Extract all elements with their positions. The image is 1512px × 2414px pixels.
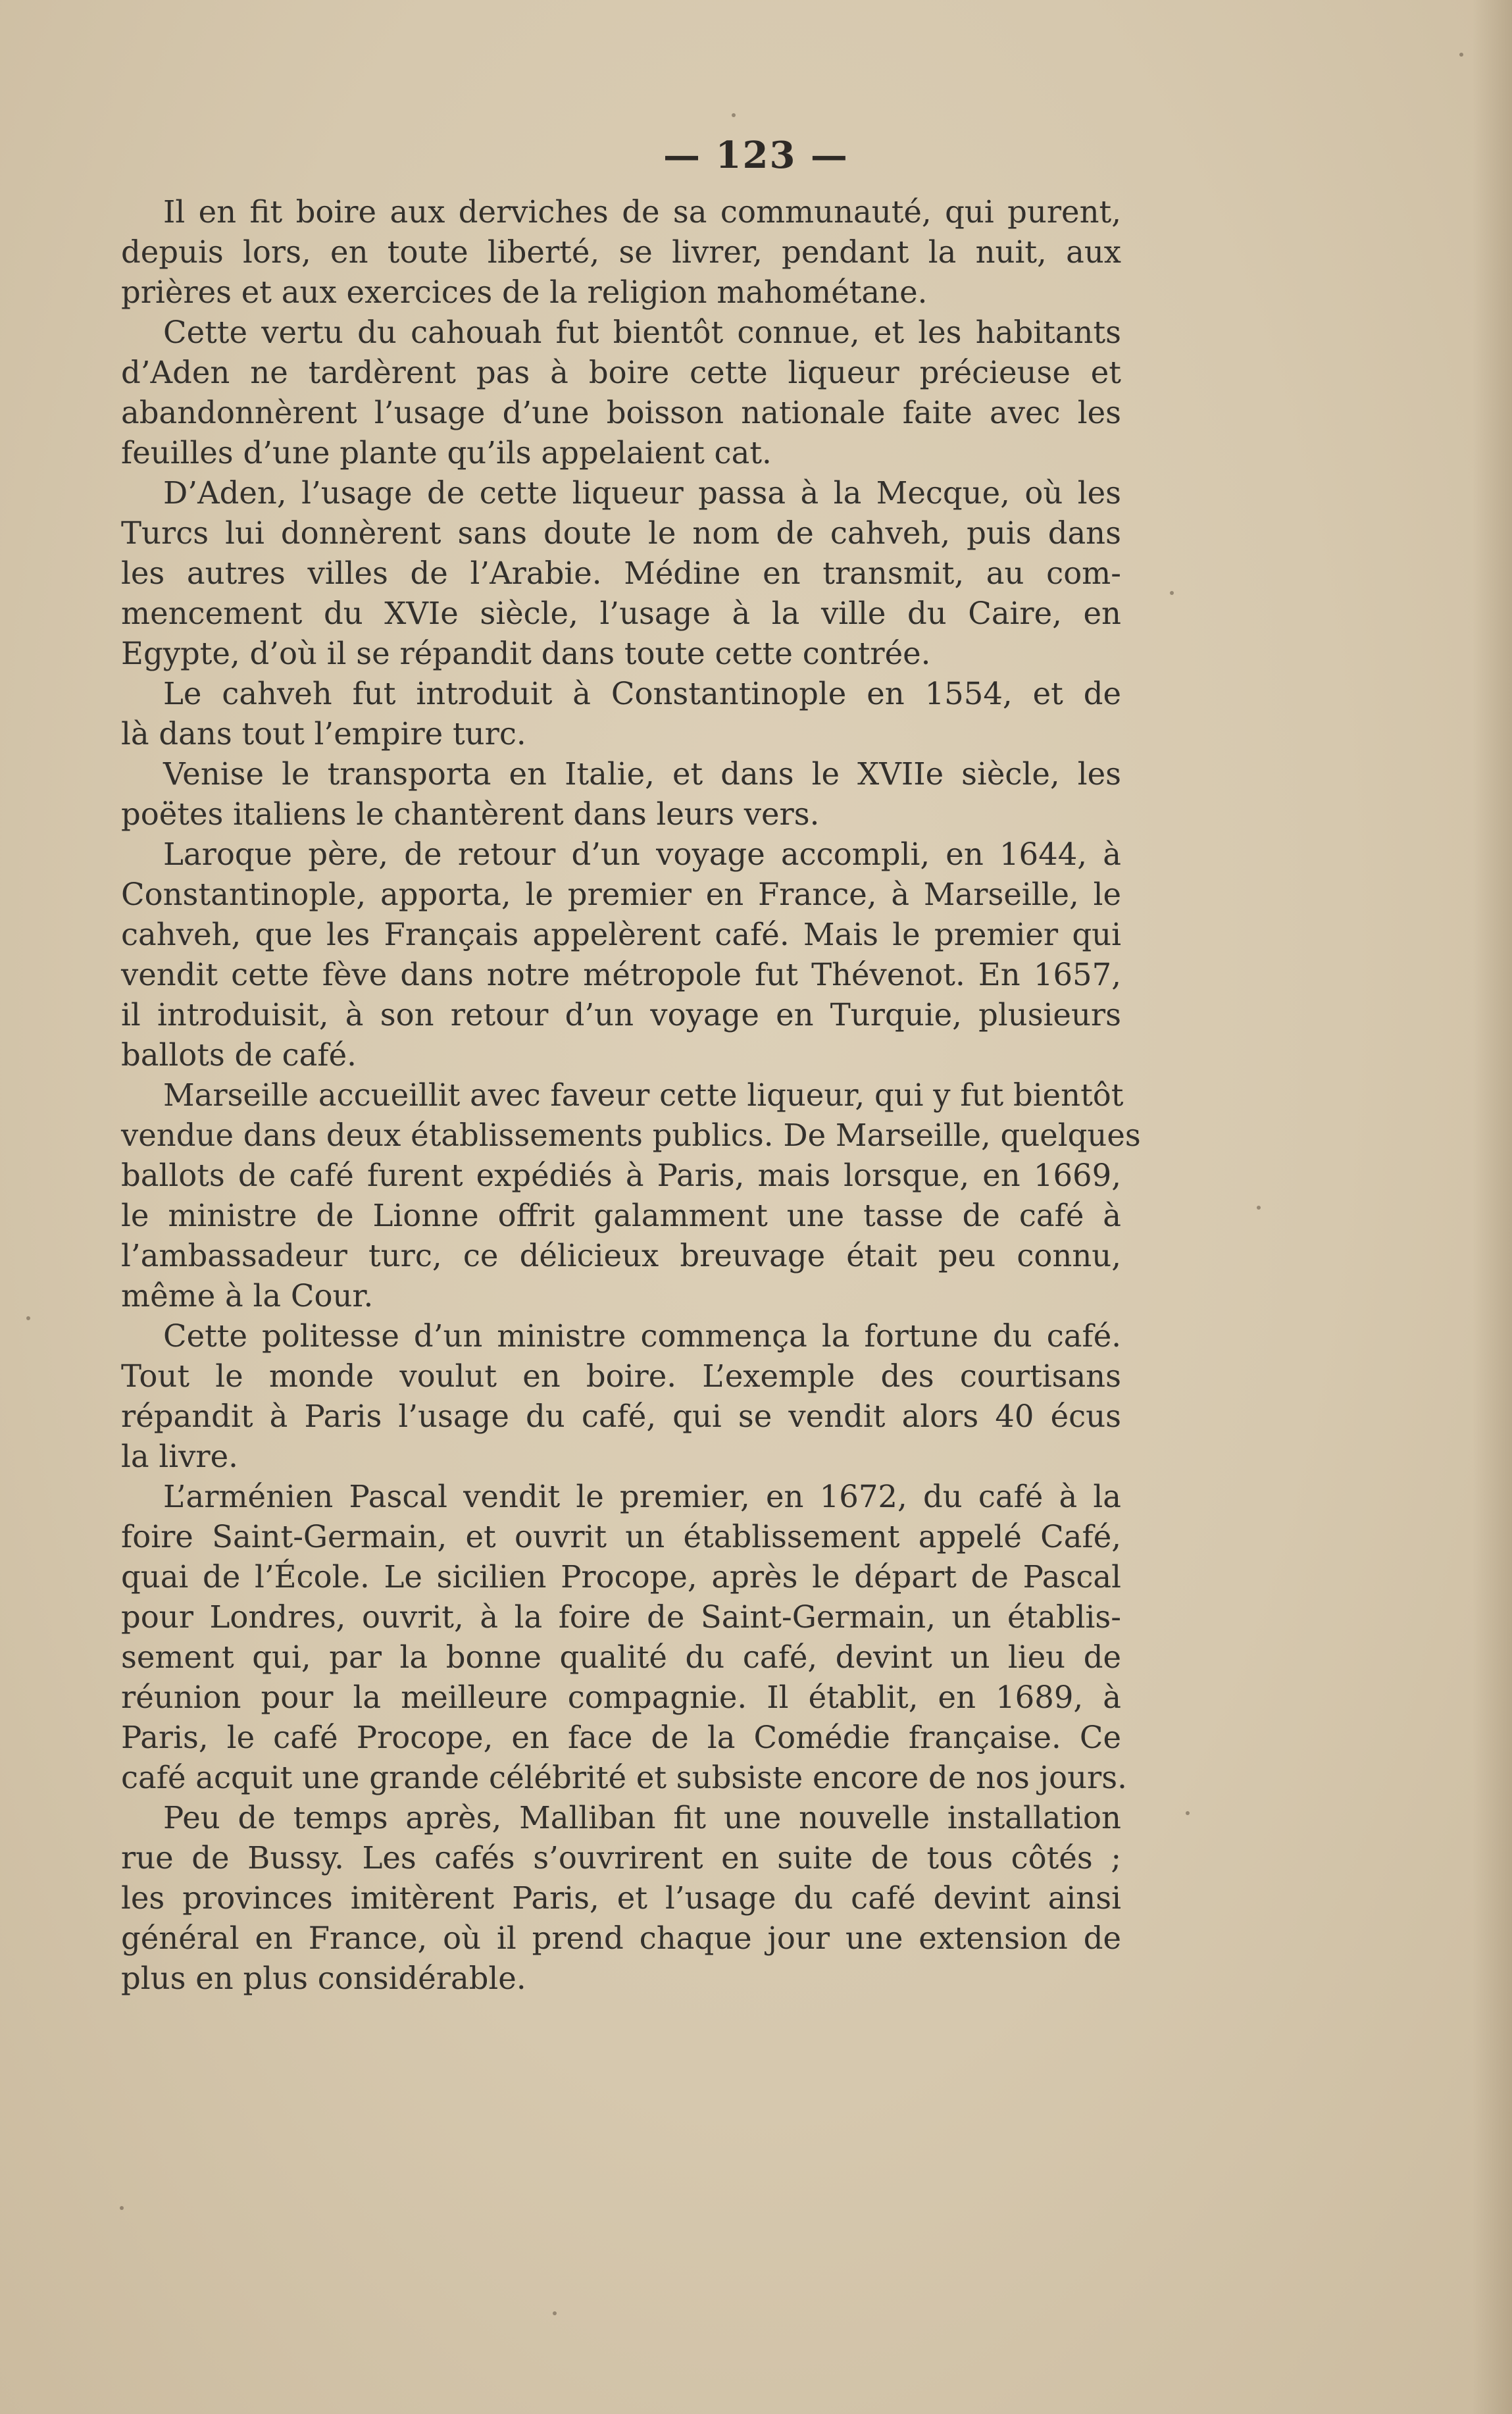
text-line: vendit cette fève dans notre métropole fut Thévenot. En 1657, [121, 957, 1121, 992]
text-line: Turcs lui donnèrent sans doute le nom de cahveh, puis dans [121, 515, 1121, 551]
text-line: Constantinople, apporta, le premier en France, à Marseille, le [121, 877, 1121, 912]
text-line: l’ambassadeur turc, ce délicieux breuvage était peu connu, [121, 1238, 1121, 1273]
text-line: Le cahveh fut introduit à Constantinople en 1554, et de [163, 676, 1121, 711]
paper-speck [732, 113, 736, 117]
text-line: Egypte, d’où il se répandit dans toute cette contrée. [121, 636, 931, 671]
text-line: là dans tout l’empire turc. [121, 716, 526, 752]
text-line: Laroque père, de retour d’un voyage accompli, en 1644, à [163, 836, 1121, 872]
paper-speck [1186, 1811, 1190, 1815]
text-line: rue de Bussy. Les cafés s’ouvrirent en suite de tous côtés ; [121, 1840, 1121, 1876]
text-line: feuilles d’une plante qu’ils appelaient cat. [121, 435, 772, 471]
paper-speck [1257, 1206, 1261, 1210]
text-line: Il en fit boire aux derviches de sa communauté, qui purent, [163, 194, 1121, 230]
text-line: sement qui, par la bonne qualité du café, devint un lieu de [121, 1639, 1121, 1675]
text-line: Paris, le café Procope, en face de la Comédie française. Ce [121, 1720, 1121, 1755]
text-line: les autres villes de l’Arabie. Médine en transmit, au com- [121, 555, 1121, 591]
text-line: depuis lors, en toute liberté, se livrer, pendant la nuit, aux [121, 234, 1121, 270]
text-line: réunion pour la meilleure compagnie. Il établit, en 1689, à [121, 1680, 1121, 1715]
text-line: cahveh, que les Français appelèrent café. Mais le premier qui [121, 917, 1121, 952]
text-line: Tout le monde voulut en boire. L’exemple des courtisans [121, 1358, 1121, 1394]
paper-speck [1170, 591, 1174, 595]
paper-speck [1459, 53, 1463, 57]
text-line: D’Aden, l’usage de cette liqueur passa à la Mecque, où les [163, 475, 1121, 511]
text-line: la livre. [121, 1439, 238, 1474]
paper-speck [26, 1316, 30, 1320]
text-line: ballots de café furent expédiés à Paris, mais lorsque, en 1669, [121, 1158, 1121, 1193]
text-line: Venise le transporta en Italie, et dans le XVIIe siècle, les [163, 756, 1121, 792]
text-line: poëtes italiens le chantèrent dans leurs vers. [121, 796, 820, 832]
text-line: vendue dans deux établissements publics. De Marseille, quelques [121, 1117, 1141, 1153]
text-line: Peu de temps après, Malliban fit une nouvelle installation [163, 1800, 1121, 1836]
paper-speck [553, 2311, 557, 2315]
text-line: Cette vertu du cahouah fut bientôt connue, et les habitants [163, 315, 1121, 350]
body-text [121, 192, 1141, 1999]
paper-speck [120, 2206, 124, 2210]
text-line: il introduisit, à son retour d’un voyage en Turquie, plusieurs [121, 997, 1121, 1033]
text-line: quai de l’École. Le sicilien Procope, après le départ de Pascal [121, 1559, 1121, 1595]
text-line: café acquit une grande célébrité et subsiste encore de nos jours. [121, 1760, 1127, 1795]
text-line: plus en plus considérable. [121, 1961, 526, 1996]
text-line: le ministre de Lionne offrit galamment une tasse de café à [121, 1198, 1121, 1233]
text-line: L’arménien Pascal vendit le premier, en 1672, du café à la [163, 1479, 1121, 1514]
text-line: les provinces imitèrent Paris, et l’usage du café devint ainsi [121, 1880, 1121, 1916]
text-line: d’Aden ne tardèrent pas à boire cette liqueur précieuse et [121, 355, 1121, 390]
text-line: pour Londres, ouvrit, à la foire de Saint-Germain, un établis- [121, 1599, 1121, 1635]
text-line: répandit à Paris l’usage du café, qui se vendit alors 40 écus [121, 1399, 1121, 1434]
text-line: général en France, où il prend chaque jour une extension de [121, 1920, 1121, 1956]
text-line: mencement du XVIe siècle, l’usage à la ville du Caire, en [121, 596, 1121, 631]
text-line: Cette politesse d’un ministre commença la fortune du café. [163, 1318, 1121, 1354]
page-edge-shadow [1473, 0, 1512, 2414]
text-line: foire Saint-Germain, et ouvrit un établissement appelé Café, [121, 1519, 1121, 1554]
text-line: Marseille accueillit avec faveur cette liqueur, qui y fut bientôt [163, 1077, 1124, 1113]
page-number: — 123 — [663, 134, 849, 177]
text-line: même à la Cour. [121, 1278, 374, 1314]
text-line: prières et aux exercices de la religion mahométane. [121, 274, 928, 310]
text-line: abandonnèrent l’usage d’une boisson nationale faite avec les [121, 395, 1121, 430]
text-line: ballots de café. [121, 1037, 357, 1073]
